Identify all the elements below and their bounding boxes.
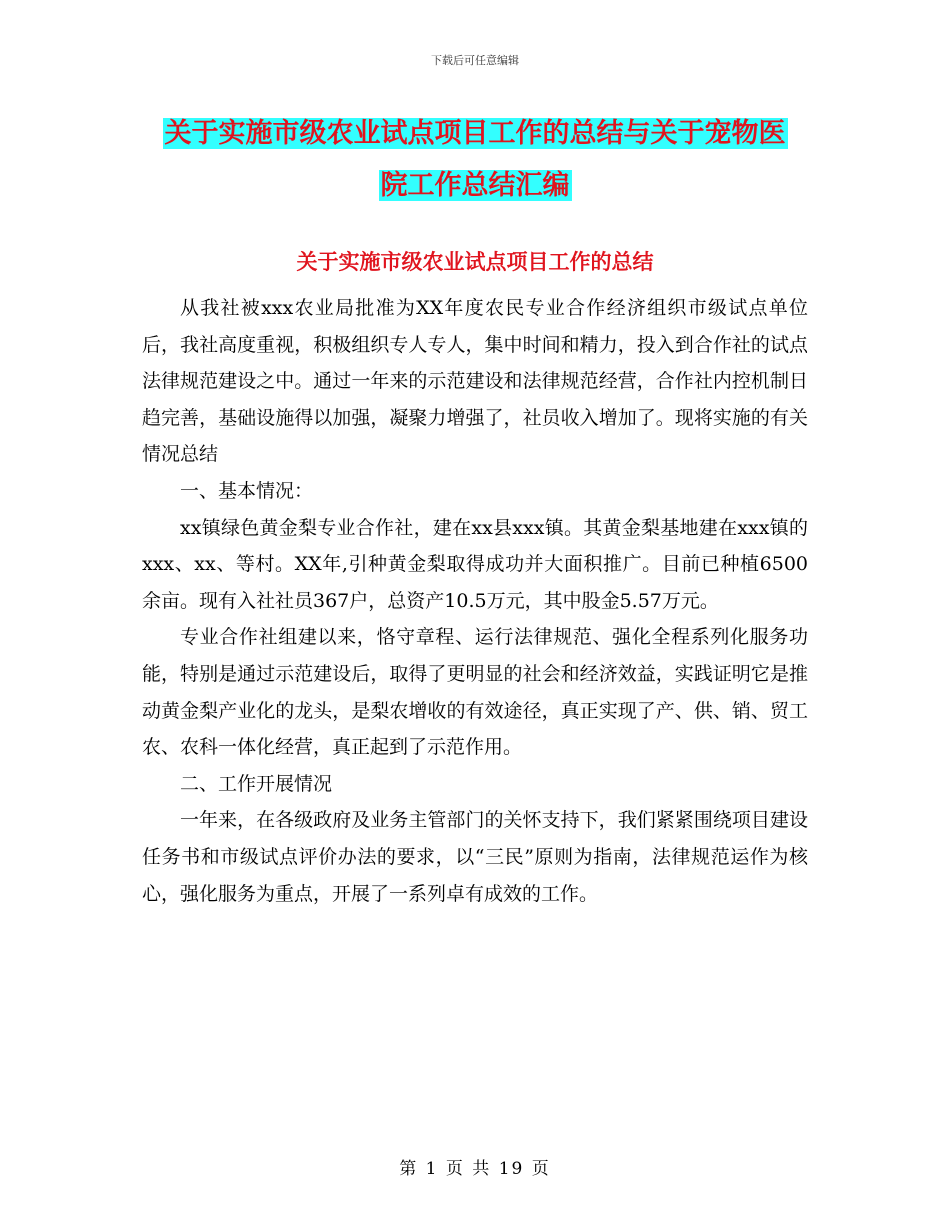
title-line-1: 关于实施市级农业试点项目工作的总结与关于宠物医 xyxy=(164,118,786,149)
title-line-2: 院工作总结汇编 xyxy=(380,170,570,201)
header-note: 下载后可任意编辑 xyxy=(431,54,519,67)
page-footer: 第 1 页 共 19 页 xyxy=(399,1159,551,1179)
paragraph: 二、工作开展情况 xyxy=(180,772,333,795)
paragraph: 一年来，在各级政府及业务主管部门的关怀支持下，我们紧紧围绕项目建设任务书和市级试点评价办法的要求，以“三民”原则为指南，法律规范运作为核心，强化服务为重点，开展了一系列卓有成效的工作。 xyxy=(142,809,808,905)
paragraph: xx镇绿色黄金梨专业合作社，建在xx县xxx镇。其黄金梨基地建在xxx镇的xxx、xx、等村。XX年,引种黄金梨取得成功并大面积推广。目前已种植6500余亩。现有入社社员367户，总资产10.5万元，其中股金5.57万元。 xyxy=(142,516,808,612)
section-title: 关于实施市级农业试点项目工作的总结 xyxy=(296,249,654,274)
paragraph: 一、基本情况： xyxy=(180,479,314,502)
document-body xyxy=(142,290,808,912)
paragraph: 专业合作社组建以来，恪守章程、运行法律规范、强化全程系列化服务功能，特别是通过示范建设后，取得了更明显的社会和经济效益，实践证明它是推动黄金梨产业化的龙头，是梨农增收的有效途径，真正实现了产、供、销、贸工农、农科一体化经营，真正起到了示范作用。 xyxy=(142,626,808,759)
paragraph: 从我社被xxx农业局批准为XX年度农民专业合作经济组织市级试点单位后，我社高度重视，积极组织专人专人，集中时间和精力，投入到合作社的试点法律规范建设之中。通过一年来的示范建设和法律规范经营，合作社内控机制日趋完善，基础设施得以加强，凝聚力增强了，社员收入增加了。现将实施的有关情况总结 xyxy=(142,297,808,466)
document-title xyxy=(0,108,950,212)
